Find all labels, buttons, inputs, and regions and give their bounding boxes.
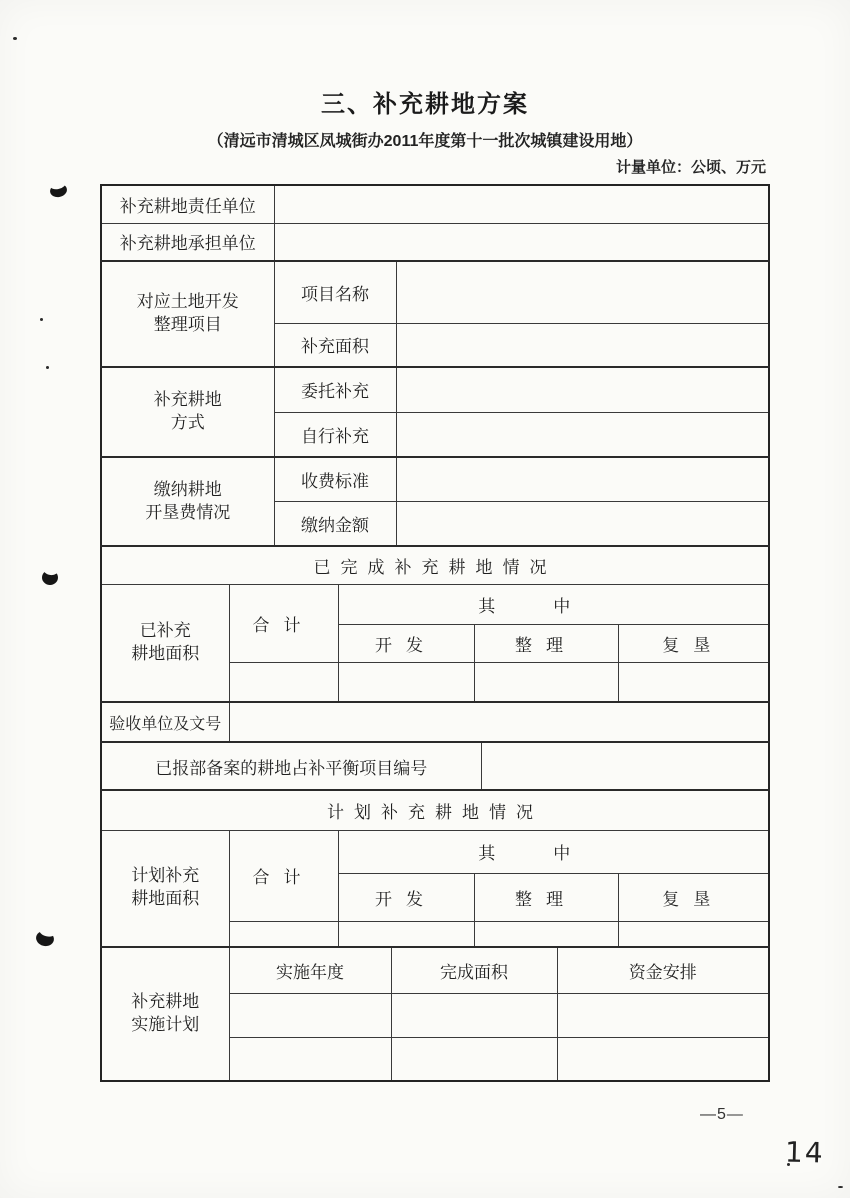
field-acceptance-unit [229,702,769,742]
field-planned-consolidate [474,921,618,947]
page-title: 三、补充耕地方案 [321,91,529,118]
label-reclamation-fee-line2: 开垦费情况 [145,502,231,522]
label-planned-among: 其中 [338,830,769,873]
field-implementation-fund-2 [557,1037,769,1081]
label-completed-total: 合计 [229,584,338,662]
scan-speck [13,37,17,40]
label-supplement-area: 补充面积 [274,323,396,367]
label-completed-reclaim: 复垦 [618,624,769,662]
label-supplement-method [101,367,274,457]
field-fee-standard [396,457,769,501]
field-undertaking-unit [274,223,769,261]
field-self-supplement [396,412,769,457]
label-planned-consolidate: 整理 [474,873,618,921]
supplementary-farmland-form [100,184,770,1082]
field-implementation-fund-1 [557,993,769,1037]
label-fee-amount: 缴纳金额 [274,501,396,546]
field-completed-total [229,662,338,702]
label-dev-project-line2: 整理项目 [153,315,222,334]
label-reclamation-fee-line1: 缴纳耕地 [153,479,222,499]
ink-smudge [34,929,55,948]
label-planned-area-line2: 耕地面积 [131,889,200,909]
ink-smudge [41,569,58,585]
field-project-name [396,261,769,323]
label-completed-area-line1: 已补充 [139,620,191,640]
field-completed-reclaim [618,662,769,702]
label-planned-total: 合计 [229,830,338,921]
field-implementation-year-2 [229,1037,391,1081]
label-self-supplement: 自行补充 [274,412,396,457]
label-supplement-method-line1: 补充耕地 [153,390,222,410]
label-completed-consolidate: 整理 [474,624,618,662]
label-implementation-year: 实施年度 [229,947,391,993]
scan-speck [46,366,49,369]
label-implementation-area: 完成面积 [391,947,557,993]
field-planned-develop [338,921,474,947]
label-completed-among: 其中 [338,584,769,624]
unit-note: 计量单位：公顷、万元 [615,159,766,176]
field-planned-reclaim [618,921,769,947]
label-acceptance-unit: 验收单位及文号 [101,702,229,742]
label-dev-project [101,261,274,367]
label-record-number: 已报部备案的耕地占补平衡项目编号 [101,742,481,790]
label-undertaking-unit: 补充耕地承担单位 [101,223,274,261]
label-supplement-method-line2: 方式 [170,413,205,432]
page-subtitle: （清远市清城区凤城街办2011年度第十一批次城镇建设用地） [207,133,643,150]
field-planned-total [229,921,338,947]
field-fee-amount [396,501,769,546]
field-responsible-unit [274,185,769,223]
label-project-name: 项目名称 [274,261,396,323]
label-completed-area [101,584,229,702]
label-entrusted-supplement: 委托补充 [274,367,396,412]
label-implementation-fund: 资金安排 [557,947,769,993]
label-fee-standard: 收费标准 [274,457,396,501]
label-planned-develop: 开发 [338,873,474,921]
field-completed-develop [338,662,474,702]
label-reclamation-fee [101,457,274,546]
page-number: —5— [700,1106,744,1123]
ink-smudge [49,182,68,198]
label-responsible-unit: 补充耕地责任单位 [101,185,274,223]
field-entrusted-supplement [396,367,769,412]
label-planned-area-line1: 计划补充 [131,866,200,886]
label-dev-project-line1: 对应土地开发 [136,292,239,312]
label-completed-develop: 开发 [338,624,474,662]
label-implementation-plan-line2: 实施计划 [131,1015,200,1034]
label-completed-area-line2: 耕地面积 [131,643,200,663]
field-supplement-area [396,323,769,367]
field-completed-consolidate [474,662,618,702]
label-planned-area [101,830,229,947]
scan-speck [838,1186,843,1188]
section-header-completed: 已完成补充耕地情况 [101,546,769,584]
label-implementation-plan [101,947,229,1081]
stamp-number: 14 [784,1135,826,1170]
field-implementation-year-1 [229,993,391,1037]
field-implementation-area-1 [391,993,557,1037]
label-implementation-plan-line1: 补充耕地 [131,992,200,1012]
scan-speck [40,318,43,321]
label-planned-reclaim: 复垦 [618,873,769,921]
section-header-planned: 计划补充耕地情况 [101,790,769,830]
field-record-number [481,742,769,790]
field-implementation-area-2 [391,1037,557,1081]
